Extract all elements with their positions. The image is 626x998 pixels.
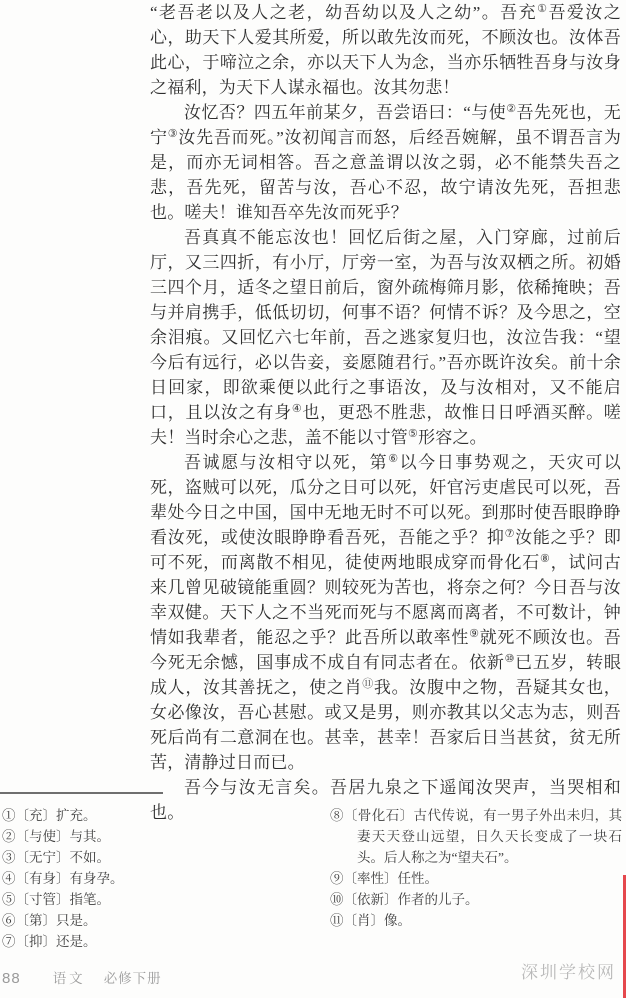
footnote-separator xyxy=(0,792,163,794)
footnote-ref: ⑥ xyxy=(388,453,400,465)
page-footer xyxy=(2,967,162,987)
site-watermark: 深圳学校网 xyxy=(521,963,616,982)
footnote-item: ②〔与使〕与其。 xyxy=(2,829,110,844)
footnote-item: ⑪〔肖〕像。 xyxy=(330,913,411,928)
footnote-item: ④〔有身〕有身孕。 xyxy=(2,871,124,886)
footnote-item: ⑧〔骨化石〕古代传说，有一男子外出未归，其妻天天登山远望，日久天长变成了一块石头。后人称之为“望夫石”。 xyxy=(330,808,622,865)
footnote-ref: ② xyxy=(506,103,517,115)
footnote-item: ⑥〔第〕只是。 xyxy=(2,913,97,928)
body-paragraph: 吾真真不能忘汝也！回忆后街之屋，入门穿廊，过前后厅，又三四折，有小厅，厅旁一室，为吾与汝双栖之所。初婚三四个月，适冬之望日前后，窗外疏梅筛月影，依稀掩映；吾与并肩携手，低低切切，何事不语？何情不诉？及今思之，空余泪痕。又回忆六七年前，吾之逃家复归也，汝泣告我：“望今后有远行，必以告妾，妾愿随君行。”吾亦既许汝矣。前十余日回家，即欲乘便以此行之事语汝，及与汝相对，又不能启口，且以汝之有身④也，更恐不胜悲，故惟日日呼酒买醉。嗟夫！当时余心之悲，盖不能以寸管⑤形容之。 xyxy=(150,228,621,447)
footer-volume: 必修下册 xyxy=(103,971,162,986)
page-number: 88 xyxy=(2,970,21,987)
footnote-ref: ⑪ xyxy=(362,678,374,690)
footnote-ref: ③ xyxy=(167,128,179,140)
body-paragraph: “老吾老以及人之老，幼吾幼以及人之幼”。吾充①吾爱汝之心，助天下人爱其所爱，所以敢先汝而死，不顾汝也。汝体吾此心，于啼泣之余，亦以天下人为念，当亦乐牺牲吾身与汝身之福利，为天下人谋永福也。汝其勿悲！ xyxy=(150,3,622,97)
footnote-item: ⑦〔抑〕还是。 xyxy=(2,934,97,949)
footnote-ref: ④ xyxy=(291,403,303,415)
footnote-item: ③〔无宁〕不如。 xyxy=(2,850,110,865)
body-paragraph: 吾诚愿与汝相守以死，第⑥以今日事势观之，天灾可以死，盗贼可以死，瓜分之日可以死，奸官污吏虐民可以死，吾辈处今日之中国，国中无地无时不可以死。到那时使吾眼睁睁看汝死，或使汝眼睁睁看吾死，吾能之乎？抑⑦汝能之乎？即可不死，而离散不相见，徒使两地眼成穿而骨化石⑧，试问古来几曾见破镜能重圆？则较死为苦也，将奈之何？今日吾与汝幸双健。天下人之不当死而死与不愿离而离者，不可数计，钟情如我辈者，能忍之乎？此吾所以敢率性⑨就死不顾汝也。吾今死无余憾，国事成不成自有同志者在。依新⑩已五岁，转眼成人，汝其善抚之，使之肖⑪我。汝腹中之物，吾疑其女也，女必像汝，吾心甚慰。或又是男，则亦教其以父志为志，则吾死后尚有二意洞在也。甚幸，甚幸！吾家后日当甚贫，贫无所苦，清静过日而已。 xyxy=(150,453,622,772)
footer-subject: 语文 xyxy=(52,971,86,986)
footnote-item: ⑩〔依新〕作者的儿子。 xyxy=(330,892,479,907)
footnotes-right-column xyxy=(330,805,622,931)
footnote-ref: ⑦ xyxy=(504,528,516,540)
footnote-ref: ⑨ xyxy=(469,628,480,640)
footnote-item: ⑤〔寸管〕指笔。 xyxy=(2,892,110,907)
body-paragraph: 汝忆否？四五年前某夕，吾尝语曰：“与使②吾先死也，无宁③汝先吾而死。”汝初闻言而怒，后经吾婉解，虽不谓吾言为是，而亦无词相答。吾之意盖谓以汝之弱，必不能禁失吾之悲，吾先死，留苦与汝，吾心不忍，故宁请汝先死，吾担悲也。嗟夫！谁知吾卒先汝而死乎？ xyxy=(150,103,622,222)
body-paragraph: 吾今与汝无言矣。吾居九泉之下遥闻汝哭声，当哭相和也。 xyxy=(150,778,621,822)
footnote-ref: ⑩ xyxy=(504,653,516,665)
footnotes-left-column xyxy=(2,805,302,952)
footnote-ref: ⑤ xyxy=(408,428,419,440)
footnote-ref: ① xyxy=(537,3,549,15)
footnote-item: ①〔充〕扩充。 xyxy=(2,808,97,823)
body-text xyxy=(150,0,621,825)
footnote-item: ⑨〔率性〕任性。 xyxy=(330,871,438,886)
footnote-ref: ⑧ xyxy=(540,553,551,565)
